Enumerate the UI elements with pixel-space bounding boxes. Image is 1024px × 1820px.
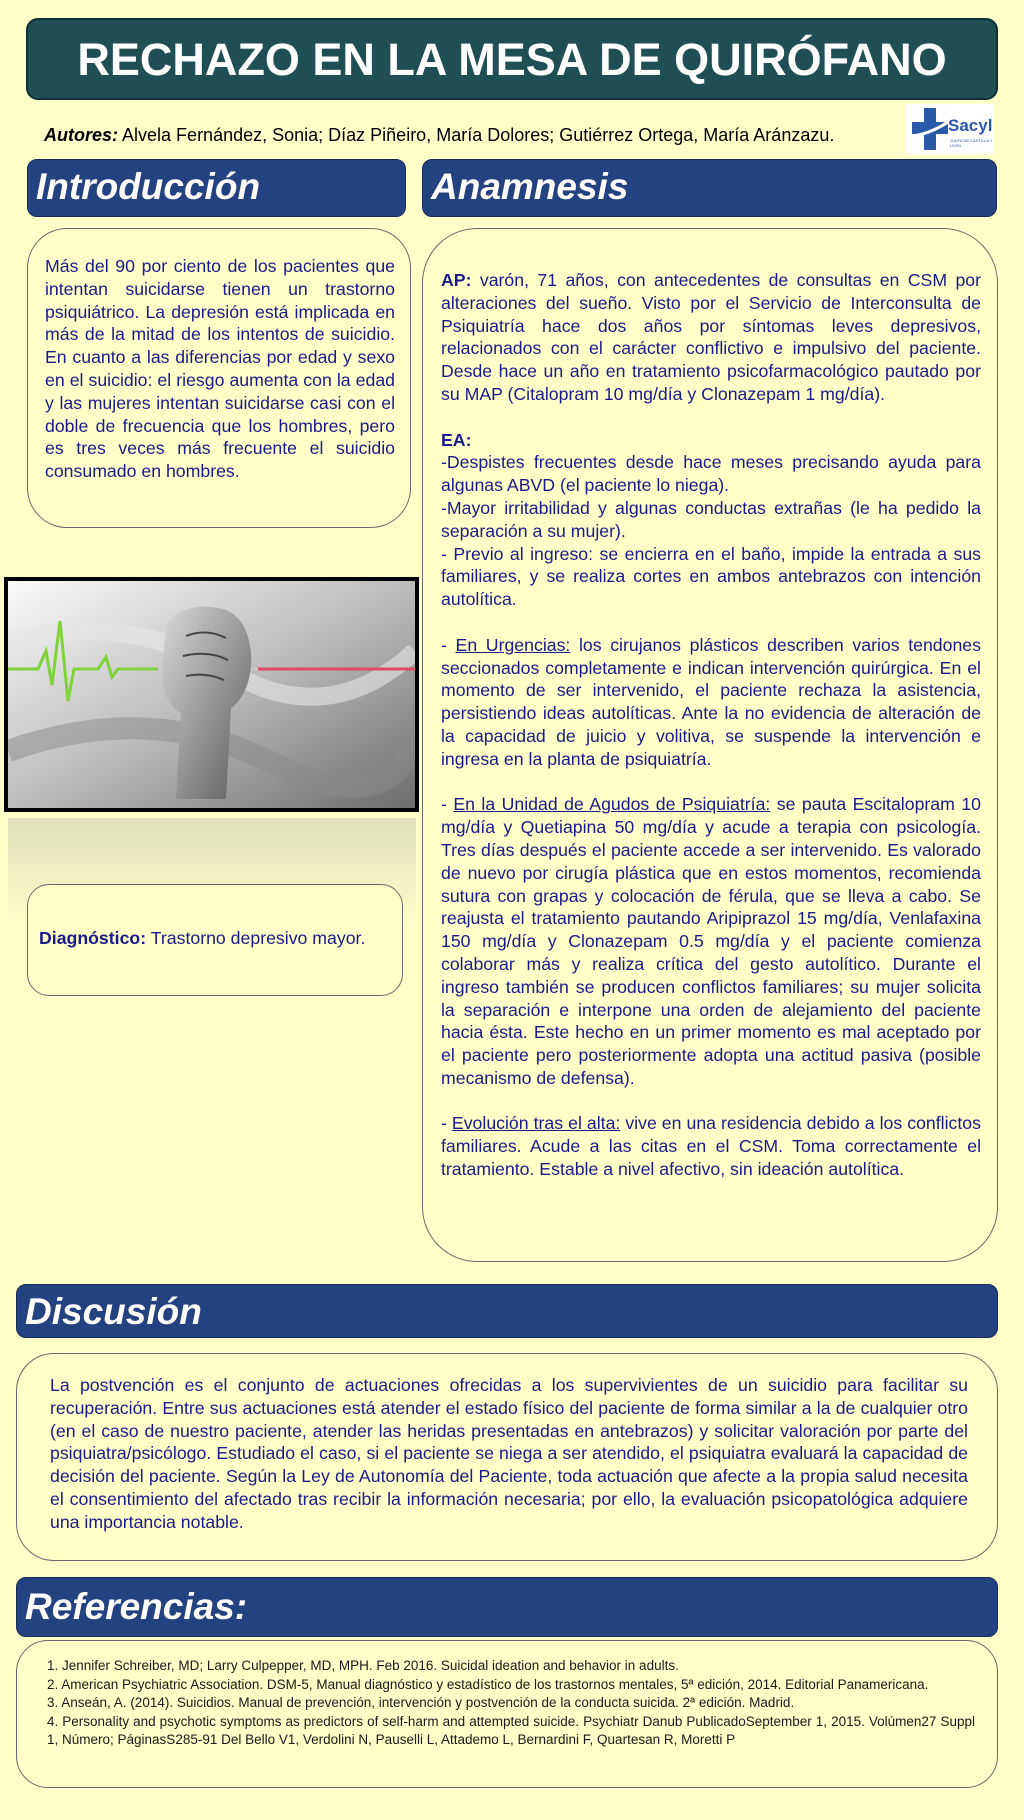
referencias-box bbox=[16, 1640, 998, 1788]
urgencias-prefix: - bbox=[441, 634, 456, 655]
authors-label: Autores: bbox=[44, 125, 119, 145]
anamnesis-heading: Anamnesis bbox=[422, 159, 997, 217]
evolucion-paragraph bbox=[441, 1112, 981, 1180]
ap-label: AP: bbox=[441, 270, 472, 290]
discusion-text: La postvención es el conjunto de actuaciones ofrecidas a los supervivientes de un suicidio para facilitar su recuperación. Entre sus actuaciones está atender el estado físico del paciente de forma similar a la de cualquier otro (en el caso de nuestro paciente, atender las heridas presentadas en antebrazos) y solicitar valoración por parte del psiquiatra/psicólogo. Estudiado el caso, si el paciente se niega a ser atendido, el psiquiatra evaluará la capacidad de decisión del paciente. Según la Ley de Autonomía del Paciente, toda actuación que afecte a la propia salud necesita el consentimiento del afectado tras recibir la información necesaria; por ello, la evaluación psicopatológica adquiere una importancia notable. bbox=[50, 1375, 968, 1532]
referencia-item: 1. Jennifer Schreiber, MD; Larry Culpepper, MD, MPH. Feb 2016. Suicidal ideation and behavior in adults. bbox=[47, 1658, 679, 1673]
introduccion-box bbox=[27, 228, 411, 528]
authors-names: Alvela Fernández, Sonia; Díaz Piñeiro, María Dolores; Gutiérrez Ortega, María Aránzazu. bbox=[122, 125, 835, 145]
agudos-prefix: - bbox=[441, 794, 454, 815]
evolucion-label: Evolución tras el alta: bbox=[451, 1113, 621, 1134]
referencias-list bbox=[47, 1657, 975, 1750]
poster-title: RECHAZO EN LA MESA DE QUIRÓFANO bbox=[26, 18, 998, 100]
evolucion-prefix: - bbox=[441, 1113, 452, 1134]
diagnostico-line bbox=[39, 927, 399, 950]
diagnostico-label: Diagnóstico: bbox=[39, 928, 147, 948]
referencia-item: 3. Anseán, A. (2014). Suicidios. Manual de prevención, intervención y postvención de la conducta suicida. 2ª edición. Madrid. bbox=[47, 1695, 795, 1710]
ea-label: EA: bbox=[441, 429, 472, 450]
diagnostico-box bbox=[27, 884, 403, 996]
introduccion-text: Más del 90 por ciento de los pacientes que intentan suicidarse tienen un trastorno psiquiátrico. La depresión está implicada en más de la mitad de los intentos de suicidio. En cuanto a las diferencias por edad y sexo en el suicidio: el riesgo aumenta con la edad y las mujeres intentan suicidarse casi con el doble de frecuencia que los hombres, pero es tres veces más frecuente el suicidio consumado en hombres. bbox=[45, 256, 395, 482]
anamnesis-text bbox=[441, 269, 981, 1181]
ea-item-2: -Mayor irritabilidad y algunas conductas extrañas (le ha pedido la separación a su mujer). bbox=[441, 497, 981, 541]
referencia-item: 4. Personality and psychotic symptoms as predictors of self-harm and attempted suicide. Psychiatr Danub PublicadoSeptember 1, 2015. Volúmen27 Suppl 1, Número; PáginasS285-91 Del Bello V1, Verdolini N, Pauselli L, Attademo L, Bernardini F, Quartesan R, Moretti P bbox=[47, 1713, 975, 1747]
discusion-box bbox=[16, 1353, 998, 1561]
agudos-paragraph bbox=[441, 793, 981, 1089]
evolucion-text: vive en una residencia debido a los conflictos familiares. Acude a las citas en el CSM. Toma correctamente el tratamiento. Estable a nivel afectivo, sin ideación autolítica. bbox=[441, 1113, 981, 1180]
discusion-heading: Discusión bbox=[16, 1284, 998, 1338]
urgencias-label: En Urgencias: bbox=[455, 634, 571, 655]
ap-paragraph bbox=[441, 269, 981, 406]
introduccion-heading: Introducción bbox=[27, 159, 406, 217]
sacyl-logo bbox=[906, 104, 994, 154]
referencias-heading: Referencias: bbox=[16, 1577, 998, 1637]
logo-text: Sacyl bbox=[948, 116, 993, 135]
urgencias-paragraph bbox=[441, 634, 981, 771]
agudos-text: se pauta Escitalopram 10 mg/día y Quetiapina 50 mg/día y acude a terapia con psicología. Tres días después el paciente accede a ser intervenido. Es valorado de nuevo por cirugía plástica que en estos momentos, recomienda sutura con grapas y colocación de férula, que se lleva a cabo. Se reajusta el tratamiento pautando Aripiprazol 15 mg/día, Venlafaxina 150 mg/día y Clonazepam 0.5 mg/día y el paciente comienza colaborar más y realiza crítica del gesto autolítico. Durante el ingreso también se producen conflictos familiares; su mujer solicita la separación e interpone una orden de alejamiento del paciente hacia ésta. Este hecho en un primer momento es mal aceptado por el paciente pero posteriormente adopta una actitud pasiva (posible mecanismo de defensa). bbox=[441, 794, 981, 1088]
ea-item-3: - Previo al ingreso: se encierra en el baño, impide la entrada a sus familiares, y se realiza cortes en ambos antebrazos con intención autolítica. bbox=[441, 543, 981, 610]
ea-item-1: -Despistes frecuentes desde hace meses precisando ayuda para algunas ABVD (el paciente lo niega). bbox=[441, 452, 981, 496]
ap-text: varón, 71 años, con antecedentes de consultas en CSM por alteraciones del sueño. Visto por el Servicio de Interconsulta de Psiquiatría hace dos años por síntomas leves depresivos, relacionados con el carácter conflictivo e impulsivo del paciente. Desde hace un año en tratamiento psicofarmacológico pautado por su MAP (Citalopram 10 mg/día y Clonazepam 1 mg/día). bbox=[441, 270, 982, 404]
anamnesis-box bbox=[422, 228, 998, 1262]
agudos-label: En la Unidad de Agudos de Psiquiatría: bbox=[453, 794, 771, 815]
diagnostico-text: Trastorno depresivo mayor. bbox=[150, 928, 366, 948]
referencia-item: 2. American Psychiatric Association. DSM-5, Manual diagnóstico y estadístico de los trastornos mentales, 5ª edición, 2014. Editorial Panamericana. bbox=[47, 1676, 929, 1692]
sacyl-cross-icon bbox=[910, 106, 950, 152]
hero-photo bbox=[4, 577, 419, 812]
logo-subtext: JUNTA DE CASTILLA Y LEÓN bbox=[950, 138, 993, 148]
authors-line bbox=[44, 125, 904, 146]
fist-heartbeat-illustration bbox=[8, 581, 415, 808]
urgencias-text: los cirujanos plásticos describen varios tendones seccionados completamente e indican intervención quirúrgica. En el momento de ser intervenido, el paciente rechaza la asistencia, persistiendo ideas autolíticas. Ante la no evidencia de alteración de la capacidad de juicio y volitiva, se suspende la intervención e ingresa en la planta de psiquiatría. bbox=[441, 634, 981, 769]
